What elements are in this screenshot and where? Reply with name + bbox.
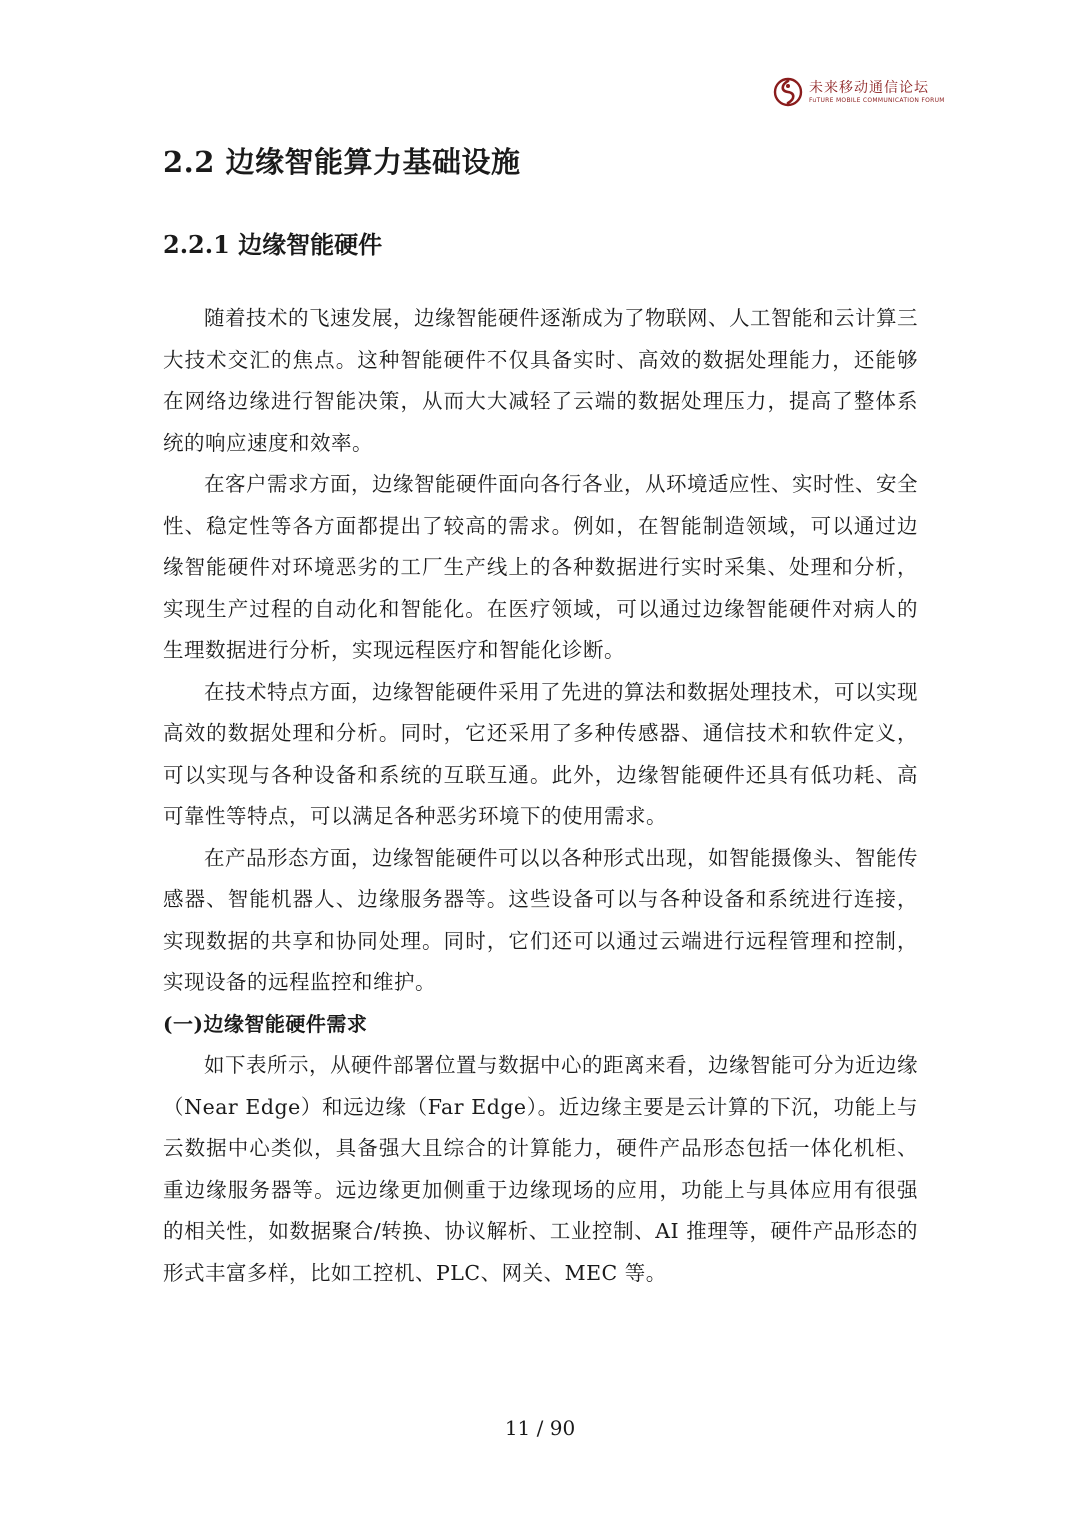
paragraph: 在产品形态方面，边缘智能硬件可以以各种形式出现，如智能摄像头、智能传感器、智能机器人、边缘服务器等。这些设备可以与各种设备和系统进行连接，实现数据的共享和协同处理。同时，它们还可以通过云端进行远程管理和控制，实现设备的远程监控和维护。 — [163, 845, 918, 994]
paragraph: 在技术特点方面，边缘智能硬件采用了先进的算法和数据处理技术，可以实现高效的数据处理和分析。同时，它还采用了多种传感器、通信技术和软件定义，可以实现与各种设备和系统的互联互通。此外，边缘智能硬件还具有低功耗、高可靠性等特点，可以满足各种恶劣环境下的使用需求。 — [163, 679, 918, 828]
logo-english-name: FuTURE MOBILE COMMUNICATION FORUM — [809, 96, 945, 104]
body-text — [163, 298, 918, 1294]
subsection-title: 2.2.1 边缘智能硬件 — [163, 230, 383, 259]
logo-chinese-name: 未来移动通信论坛 — [809, 79, 929, 96]
header-logo — [773, 76, 953, 108]
paragraph: 随着技术的飞速发展，边缘智能硬件逐渐成为了物联网、人工智能和云计算三大技术交汇的焦点。这种智能硬件不仅具备实时、高效的数据处理能力，还能够在网络边缘进行智能决策，从而大大减轻了云端的数据处理压力，提高了整体系统的响应速度和效率。 — [163, 306, 918, 455]
page-number: 11 / 90 — [504, 1416, 576, 1440]
spiral-logo-icon — [773, 77, 803, 107]
section-title: 2.2 边缘智能算力基础设施 — [163, 145, 521, 179]
logo-text — [809, 81, 945, 104]
paragraph: 在客户需求方面，边缘智能硬件面向各行各业，从环境适应性、实时性、安全性、稳定性等各方面都提出了较高的需求。例如，在智能制造领域，可以通过边缘智能硬件对环境恶劣的工厂生产线上的各种数据进行实时采集、处理和分析，实现生产过程的自动化和智能化。在医疗领域，可以通过边缘智能硬件对病人的生理数据进行分析，实现远程医疗和智能化诊断。 — [163, 472, 918, 662]
paragraph: 如下表所示，从硬件部署位置与数据中心的距离来看，边缘智能可分为近边缘（Near Edge）和远边缘（Far Edge）。近边缘主要是云计算的下沉，功能上与云数据中心类似，具备强大且综合的计算能力，硬件产品形态包括一体化机柜、重边缘服务器等。远边缘更加侧重于边缘现场的应用，功能上与具体应用有很强的相关性，如数据聚合/转换、协议解析、工业控制、AI 推理等，硬件产品形态的形式丰富多样，比如工控机、PLC、网关、MEC 等。 — [163, 1053, 918, 1285]
subheading: (一)边缘智能硬件需求 — [163, 1011, 368, 1036]
